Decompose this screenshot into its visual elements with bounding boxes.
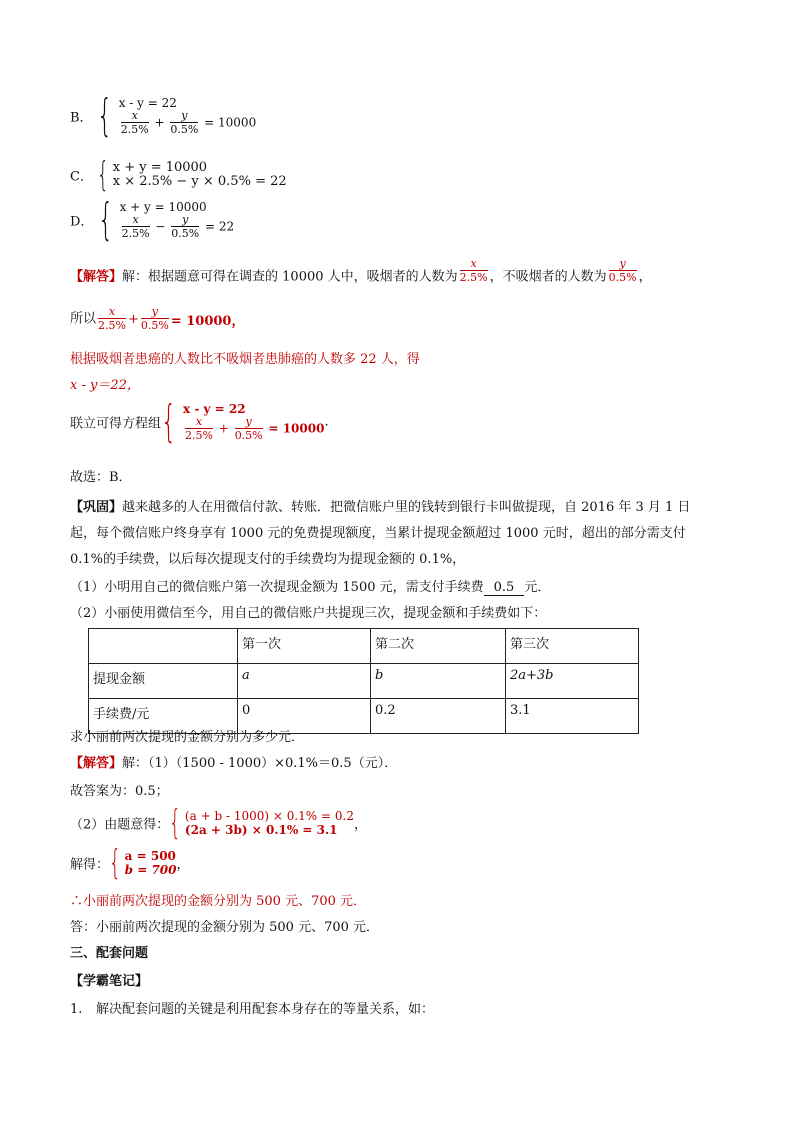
option-b-eq1: x - y = 22	[118, 96, 177, 110]
operator: +	[127, 311, 139, 327]
system-eq1: (a + b - 1000) × 0.1% = 0.2	[184, 809, 354, 823]
solution2-line2: 故答案为：0.5；	[70, 784, 169, 799]
solution2-line5: ∴小丽前两次提现的金额分别为 500 元、700 元．	[70, 894, 367, 909]
solution-text: .	[324, 414, 329, 430]
option-b-label: B．	[70, 110, 93, 126]
solution-text: ，	[638, 269, 652, 285]
equation-rhs: = 22	[205, 219, 235, 234]
table-row	[89, 629, 639, 664]
fraction-numerator: x	[470, 257, 477, 270]
fraction-denominator: 0.5%	[171, 227, 200, 240]
answer-blank: 0.5	[484, 580, 525, 596]
table-cell: 3.1	[506, 699, 639, 734]
fraction-denominator: 2.5%	[120, 123, 149, 136]
table-cell: a	[238, 664, 371, 699]
solution-text: 所以	[70, 311, 97, 327]
fraction-denominator: 0.5%	[608, 271, 637, 284]
solution-text: 解得：	[70, 857, 110, 873]
question-2: （2）小丽使用微信至今，用自己的微信账户共提现三次，提现金额和手续费如下：	[70, 606, 547, 621]
consolidate-p3: 0.1%的手续费，以后每次提现支付的手续费均为提现金额的 0.1%，	[70, 552, 466, 567]
option-d-label: D．	[70, 214, 94, 230]
table-cell: 第一次	[238, 629, 371, 664]
question-text: 元．	[524, 580, 551, 595]
table-cell: 手续费/元	[89, 699, 238, 734]
fraction-denominator: 0.5%	[170, 123, 199, 136]
fraction-denominator: 0.5%	[140, 319, 169, 332]
consolidate-p2: 起，每个微信账户终身享有 1000 元的免费提现额度，当累计提现金额超过 1000 元时，超出的部分需支付	[70, 526, 686, 541]
fraction-numerator: x	[132, 213, 139, 226]
option-b	[70, 90, 257, 141]
option-b-system: { x - y = 22 $\frac{x}{2.5\%}$ + $\frac{y}{0.5\%}$ = 10000	[96, 90, 257, 141]
solution1-line5	[70, 396, 329, 447]
solution-text: （2）由题意得：	[70, 817, 170, 833]
fraction-denominator: 0.5%	[234, 429, 263, 442]
option-d-system: { x + y = 10000 $\frac{x}{2.5\%}$ − $\frac{y}{0.5\%}$ = 22	[97, 194, 235, 245]
solution1-line1	[70, 257, 652, 290]
solution1-answer: 故选：B．	[70, 470, 132, 485]
equation-rhs: = 10000	[204, 115, 257, 130]
answer-tag: 【解答】	[70, 756, 123, 771]
solution-text: 解：（1）（1500 - 1000）×0.1%＝0.5（元）．	[122, 756, 398, 771]
system-eq2: (2a + 3b) × 0.1% = 3.1	[184, 823, 338, 837]
solution2-line6: 答：小丽前两次提现的金额分别为 500 元、700 元．	[70, 920, 380, 935]
solution1-line2	[70, 306, 244, 332]
fraction-numerator: y	[245, 415, 252, 428]
result-eq2: b = 700	[124, 863, 177, 877]
table-cell	[89, 629, 238, 664]
fraction-numerator: y	[619, 257, 626, 270]
option-c	[70, 155, 287, 195]
solution2-line4	[70, 843, 190, 883]
solution-text: ，	[353, 817, 367, 833]
operator: −	[155, 219, 166, 234]
solution1-line4: x - y＝22，	[70, 378, 140, 393]
answer-tag: 【解答】	[70, 269, 123, 285]
solution-text: ，不吸烟者的人数为	[489, 269, 607, 285]
option-d	[70, 194, 235, 245]
question-text: （1）小明用自己的微信账户第一次提现金额为 1500 元，需支付手续费	[70, 580, 484, 595]
notes-tag: 【学霸笔记】	[70, 974, 149, 989]
fee-table	[88, 628, 639, 734]
table-cell: b	[371, 664, 506, 699]
notes-item-1	[70, 998, 434, 1017]
fraction-numerator: y	[182, 213, 189, 226]
question-1	[70, 576, 550, 595]
solution-system: { x - y = 22 $\frac{x}{2.5\%}$ + $\frac{y}{0.5\%}$ = 10000	[161, 396, 325, 447]
paragraph-text: 越来越多的人在用微信付款、转账．把微信账户里的钱转到银行卡叫做提现，自 2016 年 3 月 1 日	[122, 500, 691, 515]
table-cell: 第三次	[506, 629, 639, 664]
fraction-numerator: x	[195, 415, 203, 428]
fraction-denominator: 2.5%	[185, 429, 213, 442]
item-text: 解决配套问题的关键是利用配套本身存在的等量关系，如：	[96, 1002, 435, 1017]
consolidate-p1	[70, 496, 690, 515]
section-heading: 三、配套问题	[70, 946, 149, 961]
table-cell: 0	[238, 699, 371, 734]
solution2-line1	[70, 752, 397, 771]
table-row	[89, 664, 639, 699]
option-c-label: C．	[70, 169, 93, 185]
operator: +	[218, 421, 229, 436]
consolidate-tag: 【巩固】	[70, 500, 123, 515]
option-c-system: { x + y = 10000 x × 2.5% − y × 0.5% = 22	[97, 155, 287, 195]
solution1-line3: 根据吸烟者患癌的人数比不吸烟者患肺癌的人数多 22 人，得	[70, 352, 420, 367]
solution-text: 解：根据题意可得在调查的 10000 人中，吸烟者的人数为	[122, 269, 458, 285]
table-cell: 第二次	[371, 629, 506, 664]
fraction-denominator: 2.5%	[98, 319, 126, 332]
fraction-denominator: 2.5%	[459, 271, 488, 284]
fraction-denominator: 2.5%	[121, 227, 150, 240]
question-ask: 求小丽前两次提现的金额分别为多少元．	[70, 730, 305, 745]
fraction-numerator: x	[108, 305, 116, 318]
fraction-numerator: x	[131, 109, 138, 122]
solution-text: 联立可得方程组	[70, 416, 162, 432]
fraction-numerator: y	[181, 109, 188, 122]
table-cell: 0.2	[371, 699, 506, 734]
solution2-line3	[70, 803, 367, 843]
option-d-eq1: x + y = 10000	[119, 200, 207, 214]
option-c-eq2: x × 2.5% − y × 0.5% = 22	[112, 174, 287, 189]
equation-rhs: = 10000	[268, 421, 325, 436]
item-number: 1.	[70, 1002, 83, 1017]
system-eq1: x - y = 22	[183, 402, 246, 416]
solution2-result: { a = 500 b = 700	[109, 843, 177, 883]
equation-rhs: = 10000，	[170, 313, 245, 329]
table-cell: 提现金额	[89, 664, 238, 699]
option-c-eq1: x + y = 10000	[112, 160, 208, 175]
operator: +	[154, 115, 165, 130]
result-eq1: a = 500	[124, 849, 176, 863]
solution-text: ，	[176, 857, 190, 873]
table-cell: 2a+3b	[506, 664, 639, 699]
solution2-system: { (a + b - 1000) × 0.1% = 0.2 (2a + 3b) × 0.1% = 3.1	[169, 803, 354, 843]
fraction-numerator: y	[151, 305, 158, 318]
